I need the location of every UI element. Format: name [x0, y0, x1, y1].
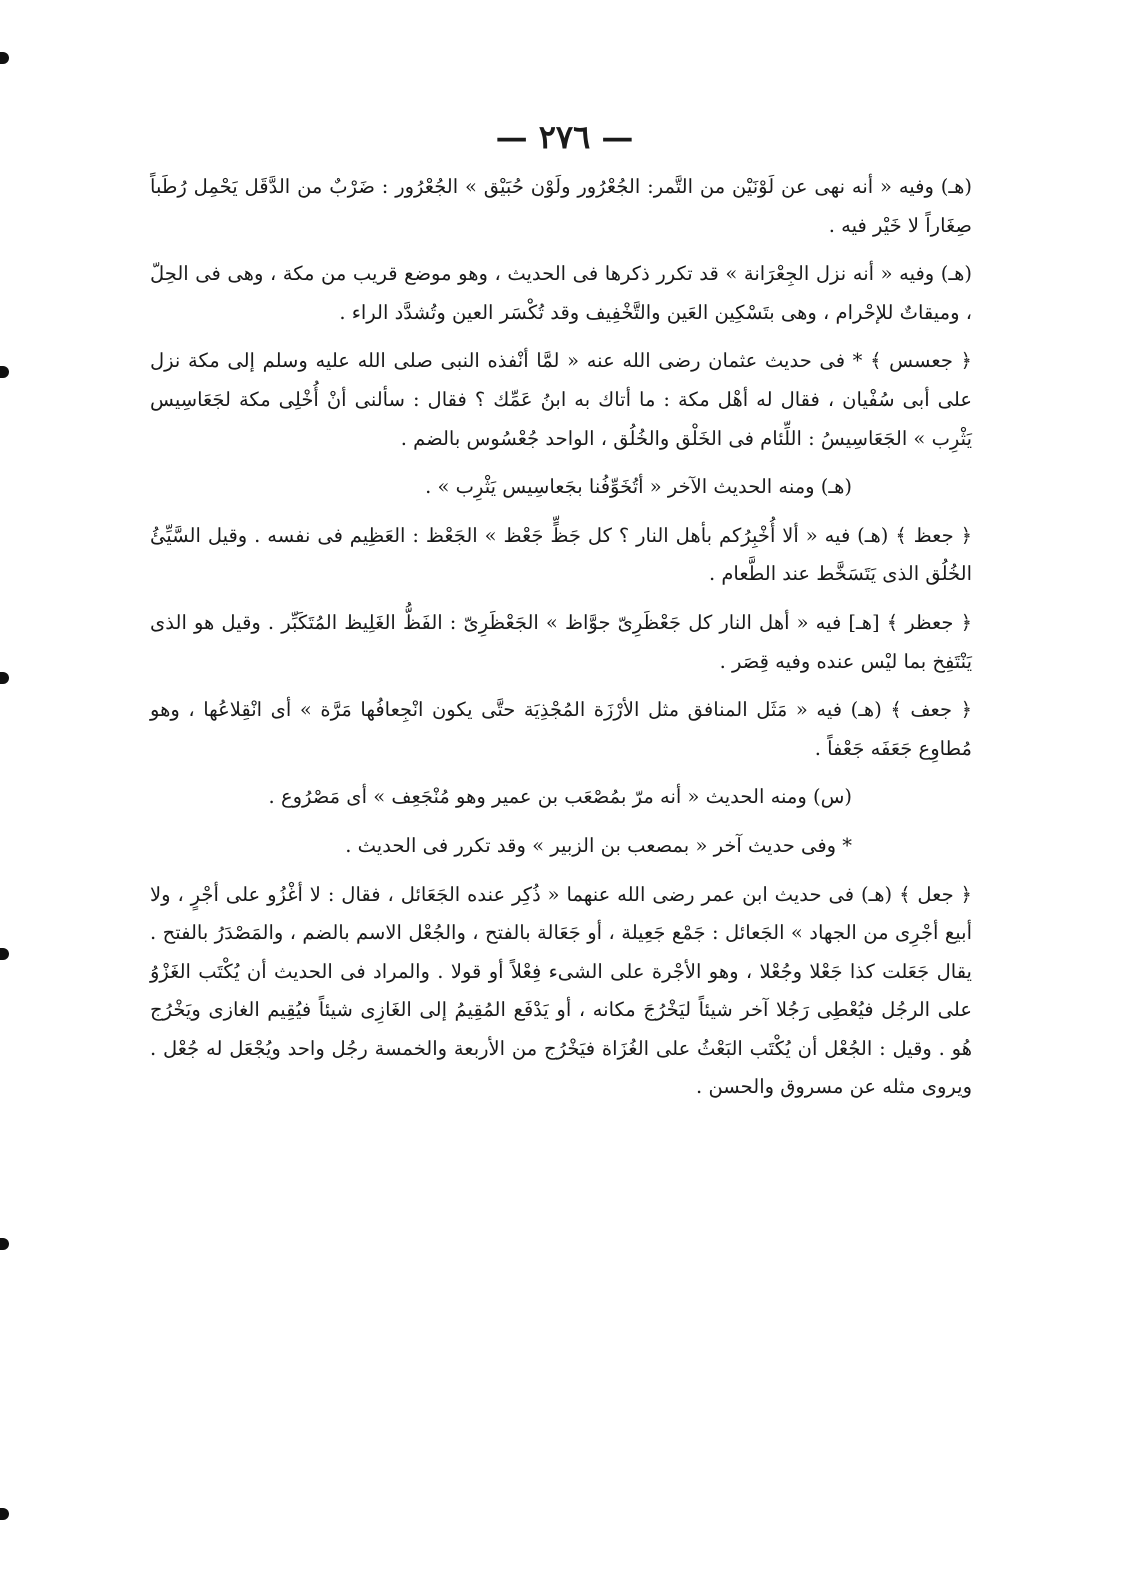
paragraph-jaf-hadith: (س) ومنه الحديث « أنه مرّ بمُصْعَب بن عمير وهو مُنْجَعِف » أى مَصْرُوع .: [268, 785, 852, 809]
scan-edge-mark: [0, 672, 9, 684]
paragraph-jaz: ﴿ جعظ ﴾ (هـ) فيه « ألا أُخْبِرُكم بأهل النار ؟ كل جَظٍّ جَعْظ » الجَعْظ : العَظِيم فى نفسه . وقيل السَّيِّئُ الخُلُق الذى يَتَسَخَّط عند الطَّعام .: [150, 523, 972, 586]
paragraph-jasas-hadith: (هـ) ومنه الحديث الآخر « أتُخَوِّفُنا بجَعاسِيس يَثْرِب » .: [425, 475, 852, 499]
paragraph-jal: ﴿ جعل ﴾ (هـ) فى حديث ابن عمر رضى الله عنهما « ذُكِر عنده الجَعَائل ، فقال : لا أغْزُو على أجْرٍ ، ولا أبيع أجْرِى من الجهاد » الجَعائل : جَمْع جَعِيلة ، أو جَعَالة بالفتح ، والجُعْل الاسم بالضم ، والمَصْدَرُ بالفتح . يقال جَعَلت كذا جَعْلا وجُعْلا ، وهو الأجْرة على الشىء فِعْلاً أو قولا . والمراد فى الحديث أن يُكْتَب الغَزْوُ على الرجُل فيُعْطِى رَجُلا آخر شيئاً ليَخْرُجَ مكانه ، أو يَدْفَع المُقِيمُ إلى الغَازِى شيئاً فيُقِيم الغازى ويَخْرُج هُو . وقيل : الجُعْل أن يُكْتَب البَعْثُ على الغُزَاة فيَخْرُج من الأربعة والخمسة رجُل واحد ويُجْعَل له جُعْل . ويروى مثله عن مسروق والحسن .: [150, 882, 972, 1099]
page-number: — ٢٧٦ —: [495, 118, 634, 156]
scan-edge-mark: [0, 1508, 9, 1520]
scan-edge-mark: [0, 52, 9, 64]
paragraph-jaf-hadith-2: * وفى حديث آخر « بمصعب بن الزبير » وقد تكرر فى الحديث .: [345, 833, 852, 857]
paragraph-jurur: (هـ) وفيه « أنه نهى عن لَوْنَيْن من التَّمر: الجُعْرُور ولَوْن حُبَيْق » الجُعْرُور : ضَرْبٌ من الدَّقَل يَحْمِل رُطَباً صِغَاراً لا خَيْر فيه .: [150, 175, 972, 237]
scan-edge-mark: [0, 948, 9, 960]
scan-edge-mark: [0, 366, 9, 378]
paragraph-jaf: ﴿ جعف ﴾ (هـ) فيه « مَثَل المنافق مثل الأرْزَة المُجْذِيَة حتَّى يكون انْجِعافُها مَرَّة » أى انْقِلاعُها ، وهو مُطاوِع جَعَفَه جَعْفاً .: [150, 698, 972, 760]
paragraph-jazar: ﴿ جعظر ﴾ [هـ] فيه « أهل النار كل جَعْظَرِىّ جوَّاظ » الجَعْظَرِىّ : الفَظُّ الغَلِيظ المُتَكَبِّر . وقيل هو الذى يَنْتَفِخ بما ليْس عنده وفيه قِصَر .: [150, 610, 972, 673]
scan-edge-mark: [0, 1238, 9, 1250]
document-body: [150, 168, 972, 1117]
paragraph-jiirana: (هـ) وفيه « أنه نزل الجِعْرَانة » قد تكرر ذكرها فى الحديث ، وهو موضع قريب من مكة ، وهى فى الحِلّ ، وميقاتٌ للإحْرام ، وهى بتَسْكِين العَين والتَّخْفِيف وقد تُكْسَر العين وتُشدَّد الراء .: [150, 262, 972, 324]
paragraph-jasas: ﴿ جعسس ﴾ * فى حديث عثمان رضى الله عنه « لمَّا أنْفذه النبى صلى الله عليه وسلم إلى مكة نزل على أبى سُفْيان ، فقال له أهْل مكة : ما أتاك به ابنُ عَمِّك ؟ فقال : سألنى أنْ أُخْلِى مكة لجَعَاسِيس يَثْرِب » الجَعَاسِيسُ : اللِّئام فى الخَلْق والخُلُق ، الواحد جُعْسُوس بالضم .: [150, 349, 972, 450]
